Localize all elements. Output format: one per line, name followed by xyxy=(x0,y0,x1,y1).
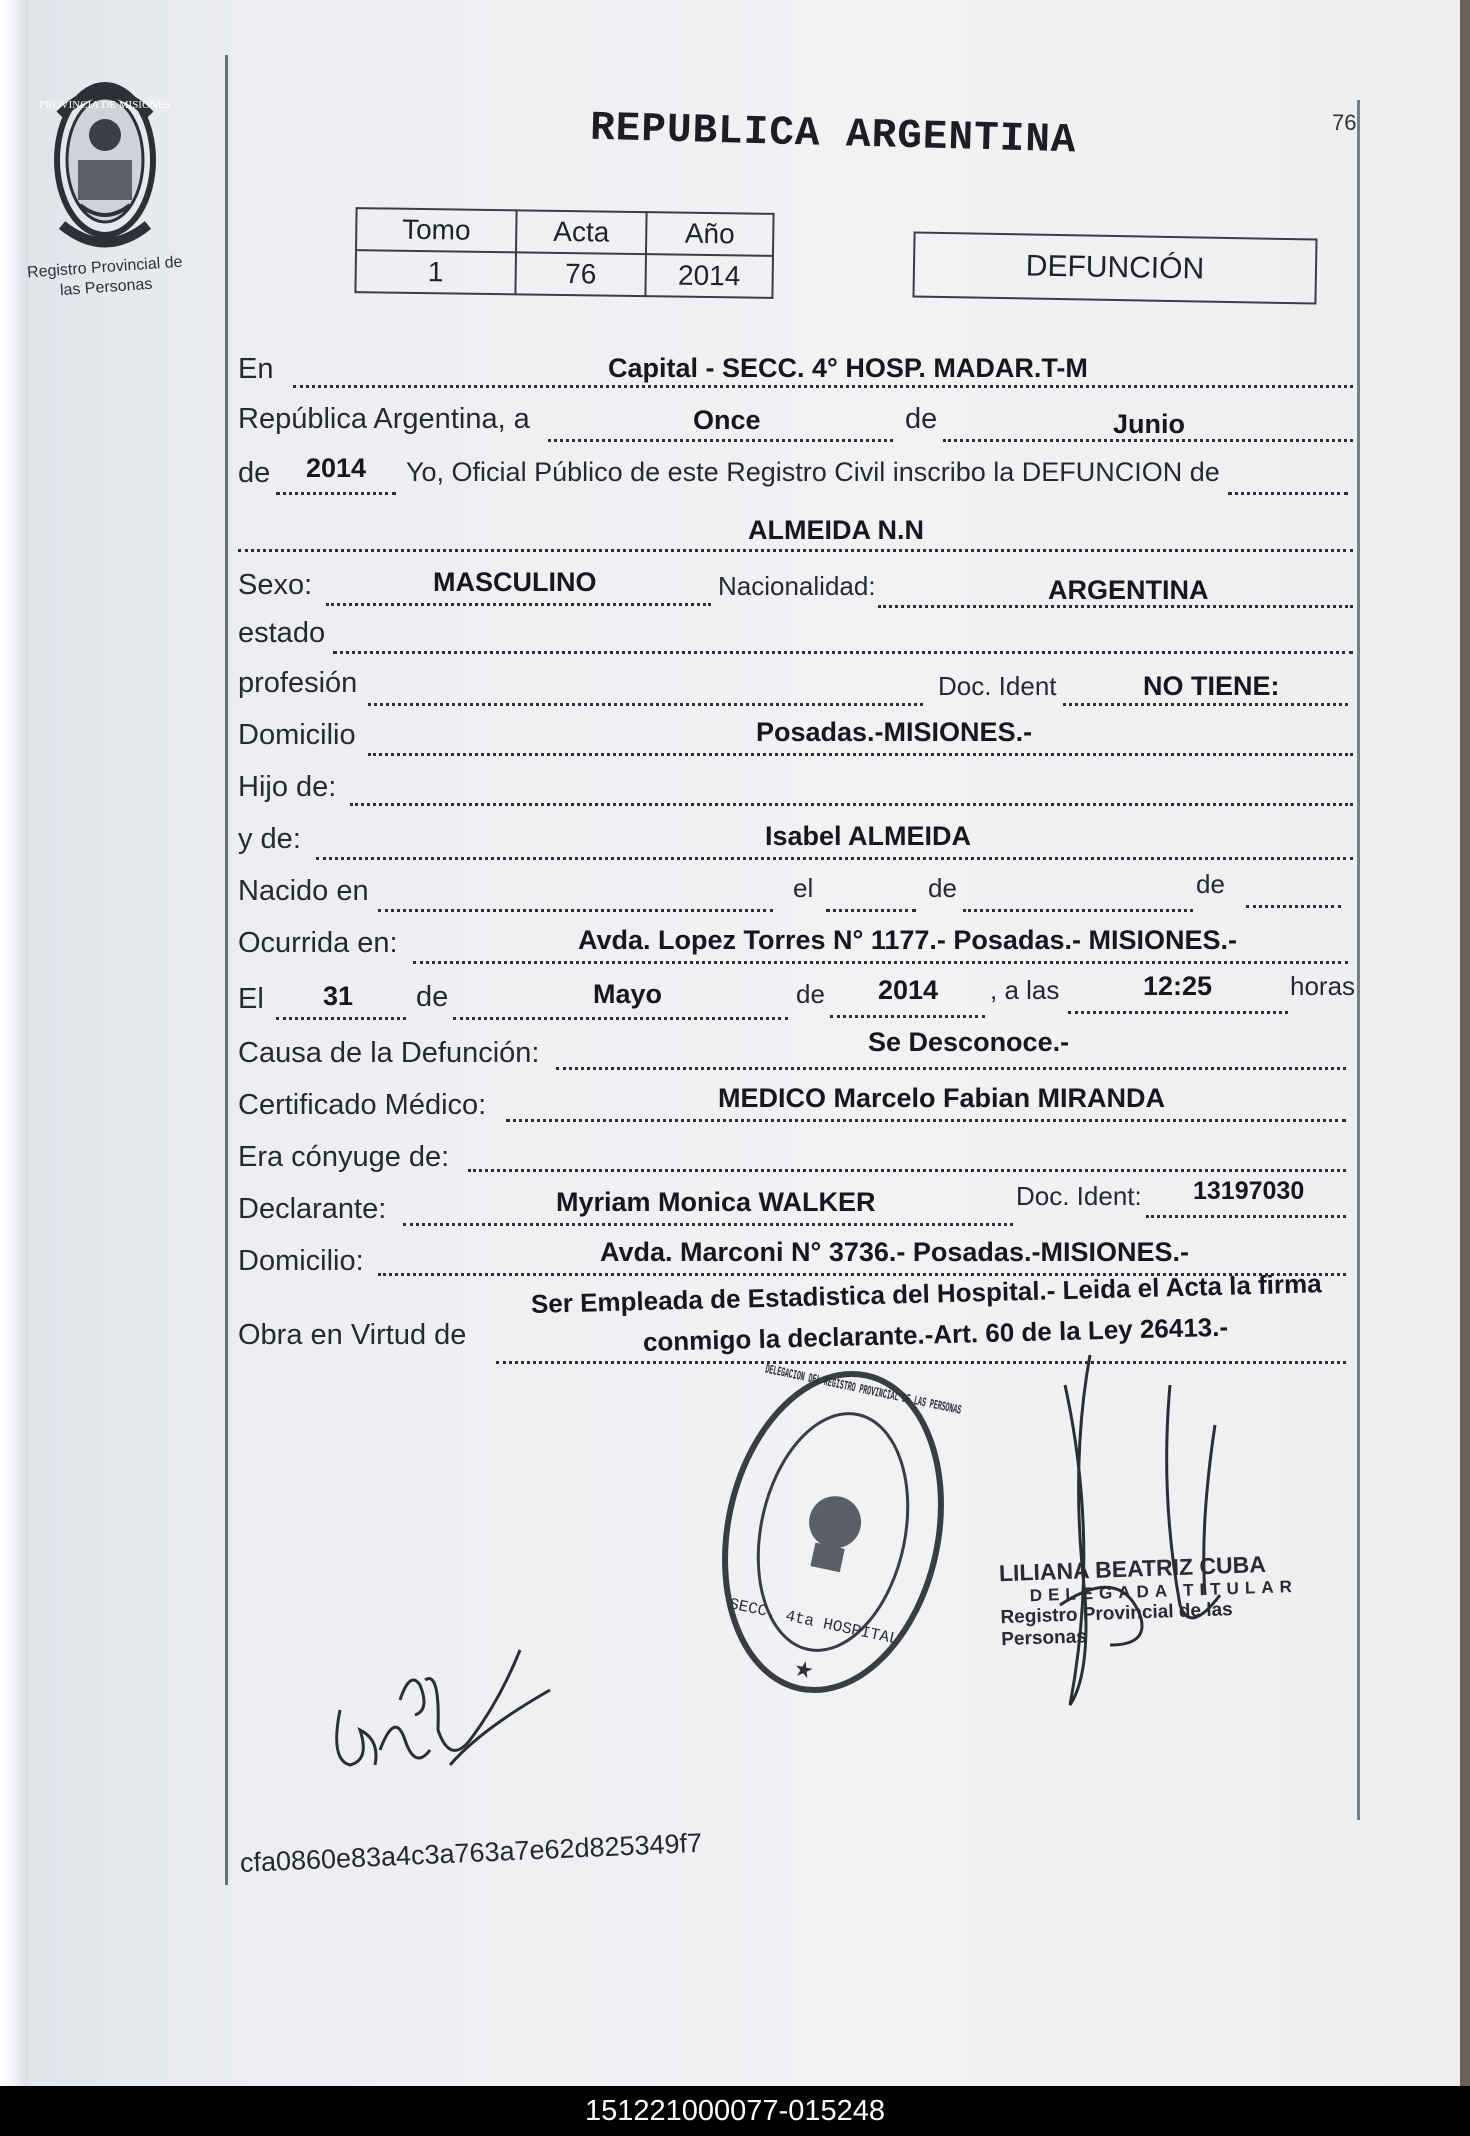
en-label: En xyxy=(238,353,274,385)
stamp-outer-text: DELEGACION DEL REGISTRO PROVINCIAL DE LAS PERSONAS xyxy=(763,1361,1149,1458)
causa-line xyxy=(556,1067,1346,1070)
de-label-5: de xyxy=(416,981,449,1013)
certificado-label: Certificado Médico: xyxy=(238,1089,487,1121)
madre-value: Isabel ALMEIDA xyxy=(765,821,972,851)
declarante-doc-value: 13197030 xyxy=(1193,1177,1305,1205)
row-nacido xyxy=(238,869,1358,923)
madre-line xyxy=(316,857,1353,860)
de-label: de xyxy=(905,403,938,435)
conyuge-label: Era cónyuge de: xyxy=(238,1141,450,1173)
row-hijo xyxy=(238,771,1358,821)
acta-header: Acta xyxy=(516,210,647,254)
row-fecha-muerte xyxy=(238,971,1358,1027)
tomo-value: 1 xyxy=(355,250,516,294)
official-signature xyxy=(1030,1345,1250,1715)
registry-value-row xyxy=(355,250,773,298)
nacido-line xyxy=(378,909,773,912)
domicilio2-label: Domicilio: xyxy=(238,1245,364,1277)
ocurrida-line xyxy=(413,961,1348,964)
y-de-label: y de: xyxy=(238,823,301,855)
record-type-box: DEFUNCIÓN xyxy=(912,231,1317,304)
organization-label: Registro Provincial de las Personas xyxy=(26,253,183,300)
row-madre xyxy=(238,821,1358,871)
row-domicilio xyxy=(238,719,1358,769)
nacido-year-line xyxy=(1246,905,1341,908)
declarante-line xyxy=(403,1223,1013,1226)
footer-id-bar xyxy=(0,2086,1470,2136)
doc-ident-label: Doc. Ident xyxy=(938,671,1057,701)
footer-id: 151221000077-015248 xyxy=(585,2094,885,2127)
official-name: LILIANA BEATRIZ CUBA xyxy=(998,1550,1267,1587)
nacido-day-line xyxy=(826,909,916,912)
row-intro xyxy=(238,453,1358,507)
row-place xyxy=(238,345,1358,395)
binding-edge xyxy=(0,0,28,2086)
row-certificado xyxy=(238,1081,1358,1131)
death-month-line xyxy=(453,1017,788,1020)
row-declarante xyxy=(238,1177,1358,1235)
intro-line xyxy=(1228,492,1348,495)
nacido-month-line xyxy=(963,909,1193,912)
ocurrida-label: Ocurrida en: xyxy=(238,927,398,959)
horas-label: horas xyxy=(1290,971,1356,1001)
declarante-doc-line xyxy=(1146,1215,1346,1218)
declarant-signature xyxy=(320,1590,570,1780)
row-profesion xyxy=(238,667,1358,717)
declarante-label: Declarante: xyxy=(238,1193,387,1225)
left-margin-rule xyxy=(225,55,228,1885)
doc-ident-line xyxy=(1063,703,1348,706)
day-value: Once xyxy=(693,405,761,435)
year-value: 2014 xyxy=(306,453,367,483)
stamp-inner-text: SECC. 4ta HOSPITAL xyxy=(727,1595,901,1649)
conyuge-line xyxy=(468,1169,1346,1172)
acta-value: 76 xyxy=(515,252,646,296)
registry-header-row xyxy=(356,208,774,256)
death-year: 2014 xyxy=(878,975,939,1005)
certificado-value: MEDICO Marcelo Fabian MIRANDA xyxy=(718,1083,1166,1113)
official-block xyxy=(999,1550,1302,1651)
obra-label: Obra en Virtud de xyxy=(238,1319,467,1351)
row-sexo xyxy=(238,565,1358,615)
causa-value: Se Desconoce.- xyxy=(868,1027,1070,1057)
deceased-name: ALMEIDA N.N xyxy=(748,515,924,545)
anio-value: 2014 xyxy=(645,254,773,298)
sexo-line xyxy=(326,603,711,606)
right-edge xyxy=(1460,0,1470,2086)
province-seal-logo xyxy=(40,75,170,255)
document-title: REPUBLICA ARGENTINA xyxy=(589,105,1078,165)
document-hash: cfa0860e83a4c3a763a7e62d825349f7 xyxy=(239,1827,703,1878)
name-line xyxy=(238,549,1353,552)
ocurrida-value: Avda. Lopez Torres N° 1177.- Posadas.- MISIONES.- xyxy=(578,925,1237,955)
registry-table xyxy=(354,207,774,299)
death-day-line xyxy=(276,1017,406,1020)
domicilio2-value: Avda. Marconi N° 3736.- Posadas.-MISIONES.- xyxy=(600,1237,1189,1267)
a-las-label: , a las xyxy=(990,975,1060,1005)
hijo-label: Hijo de: xyxy=(238,771,337,803)
hijo-line xyxy=(350,803,1353,806)
seal-text: PROVINCIA DE MISIONES xyxy=(39,99,171,111)
official-organization: Registro Provincial de las Personas xyxy=(1000,1599,1234,1651)
death-year-line xyxy=(830,1015,985,1018)
place-line xyxy=(293,385,1353,388)
intro-text: Yo, Oficial Público de este Registro Civil inscribo la DEFUNCION de xyxy=(406,457,1220,487)
republica-label: República Argentina, a xyxy=(238,403,530,435)
de-label-3: de xyxy=(928,873,957,903)
estado-line xyxy=(333,651,1353,654)
de-label-4: de xyxy=(1196,869,1225,899)
domicilio-value: Posadas.-MISIONES.- xyxy=(756,717,1033,747)
row-conyuge xyxy=(238,1135,1358,1185)
row-estado xyxy=(238,617,1358,667)
sexo-label: Sexo: xyxy=(238,569,313,601)
certificado-line xyxy=(506,1119,1346,1122)
death-day: 31 xyxy=(323,981,354,1011)
nacionalidad-label: Nacionalidad: xyxy=(718,571,876,601)
death-time: 12:25 xyxy=(1143,971,1213,1001)
obra-line-1: Ser Empleada de Estadistica del Hospital.- Leida el Acta la firma xyxy=(530,1268,1322,1319)
sexo-value: MASCULINO xyxy=(433,567,597,597)
domicilio-line xyxy=(368,753,1353,756)
de-label-6: de xyxy=(796,979,825,1009)
page-number: 76 xyxy=(1332,110,1357,135)
profesion-label: profesión xyxy=(238,667,358,699)
row-ocurrida xyxy=(238,925,1358,975)
nacido-label: Nacido en xyxy=(238,875,369,907)
row-date xyxy=(238,403,1358,453)
day-line xyxy=(548,439,893,442)
nacionalidad-value: ARGENTINA xyxy=(1048,575,1209,605)
el-label: el xyxy=(793,873,814,903)
declarante-value: Myriam Monica WALKER xyxy=(556,1187,876,1217)
death-time-line xyxy=(1068,1011,1288,1014)
stamp-star-icon: ★ xyxy=(791,1655,817,1684)
de-label-2: de xyxy=(238,457,271,489)
row-causa xyxy=(238,1029,1358,1079)
domicilio-label: Domicilio xyxy=(238,719,356,751)
estado-label: estado xyxy=(238,617,326,649)
official-role: DELEGADA TITULAR xyxy=(1029,1576,1299,1606)
causa-label: Causa de la Defunción: xyxy=(238,1037,540,1069)
year-line xyxy=(276,492,396,495)
row-name xyxy=(238,513,1358,563)
death-month: Mayo xyxy=(593,979,663,1009)
anio-header: Año xyxy=(646,212,774,256)
obra-line-2: conmigo la declarante.-Art. 60 de la Ley 26413.- xyxy=(642,1311,1229,1357)
el-label-2: El xyxy=(238,983,264,1015)
place-value: Capital - SECC. 4° HOSP. MADAR.T-M xyxy=(608,353,1088,383)
profesion-line xyxy=(368,703,923,706)
doc-ident-value: NO TIENE: xyxy=(1143,671,1280,701)
month-value: Junio xyxy=(1113,409,1185,439)
tomo-header: Tomo xyxy=(356,208,517,252)
declarante-doc-label: Doc. Ident: xyxy=(1016,1181,1142,1211)
